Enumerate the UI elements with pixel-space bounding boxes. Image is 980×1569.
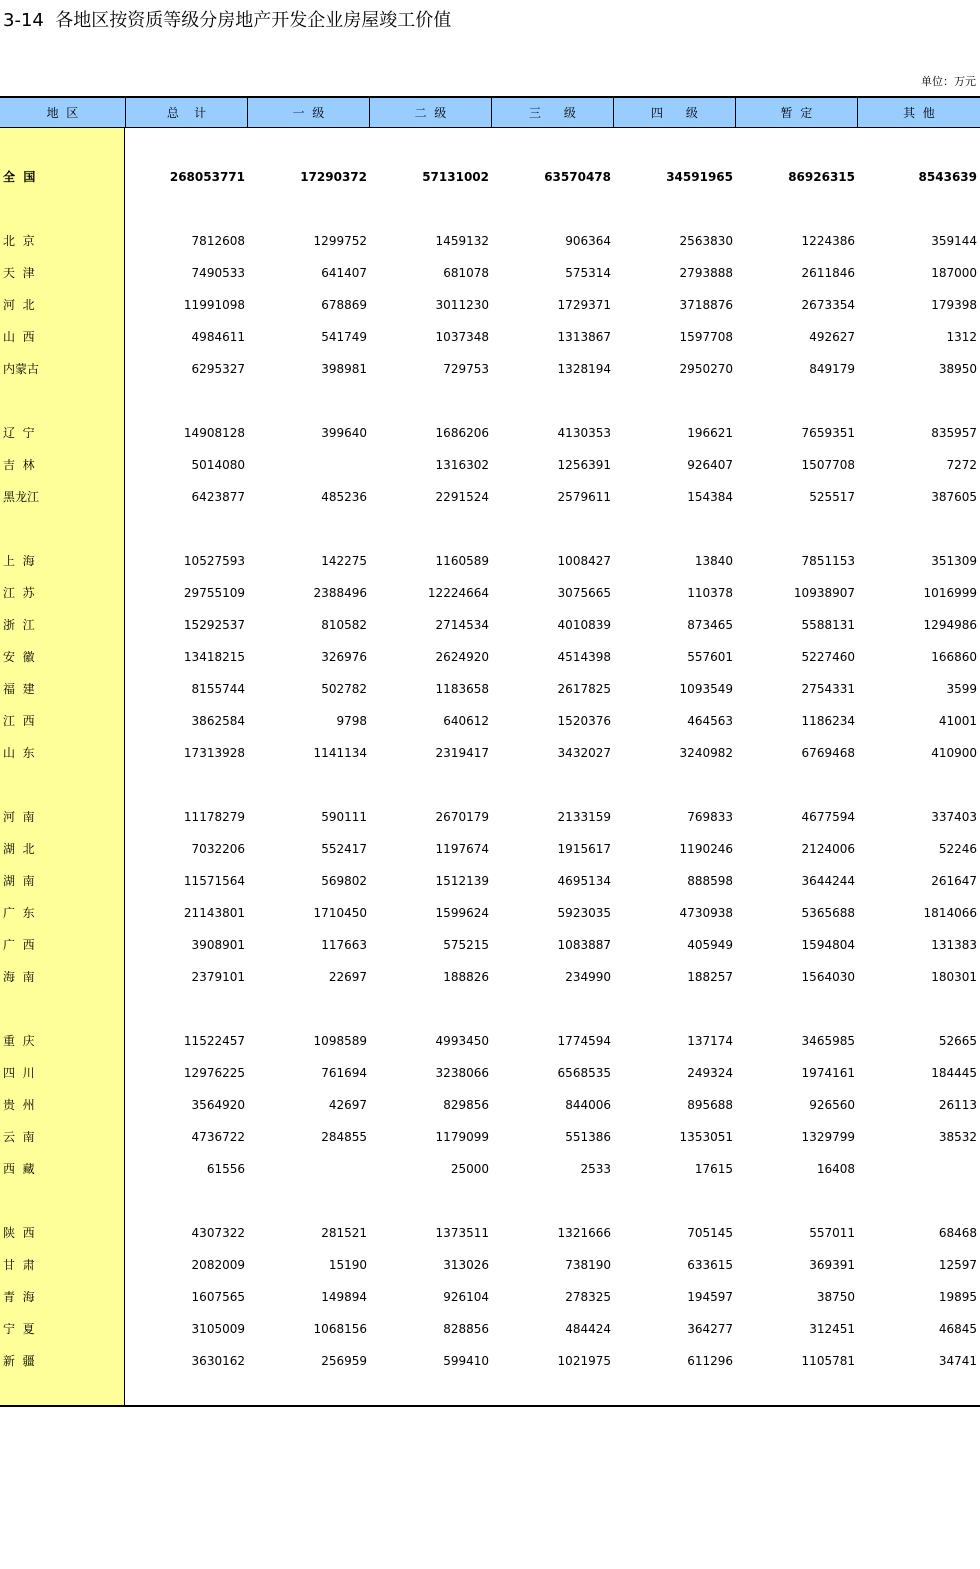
value-cell: 278325 <box>565 1290 611 1304</box>
value-cell: 21143801 <box>183 906 245 920</box>
value-cell: 5588131 <box>801 618 855 632</box>
value-cell: 2624920 <box>435 650 489 664</box>
value-cell: 1459132 <box>435 234 489 248</box>
table-row <box>0 679 980 699</box>
value-cell: 2611846 <box>801 266 855 280</box>
value-cell: 2754331 <box>801 682 855 696</box>
table-row <box>0 871 980 891</box>
value-cell: 1915617 <box>557 842 611 856</box>
value-cell: 142275 <box>321 554 367 568</box>
table-bottom-border <box>0 1405 980 1407</box>
table-row <box>0 487 980 507</box>
value-cell: 2670179 <box>435 810 489 824</box>
value-cell: 405949 <box>687 938 733 952</box>
table-row <box>0 263 980 283</box>
region-name: 新 疆 <box>3 1354 35 1368</box>
region-name: 吉 林 <box>3 458 35 472</box>
value-cell: 810582 <box>321 618 367 632</box>
value-cell: 194597 <box>687 1290 733 1304</box>
value-cell: 926560 <box>809 1098 855 1112</box>
value-cell: 26113 <box>938 1098 977 1112</box>
region-name: 黑龙江 <box>3 490 40 504</box>
value-cell: 3240982 <box>679 746 733 760</box>
value-cell: 313026 <box>443 1258 489 1272</box>
value-cell: 351309 <box>931 554 977 568</box>
value-cell: 268053771 <box>169 170 245 184</box>
value-cell: 4677594 <box>801 810 855 824</box>
value-cell: 6295327 <box>191 362 245 376</box>
value-cell: 261647 <box>931 874 977 888</box>
header-provisional: 暂 定 <box>735 98 857 128</box>
value-cell: 2379101 <box>191 970 245 984</box>
region-name: 贵 州 <box>3 1098 35 1112</box>
region-name: 辽 宁 <box>3 426 35 440</box>
value-cell: 1814066 <box>923 906 977 920</box>
value-cell: 3105009 <box>191 1322 245 1336</box>
header-grade-1: 一 级 <box>247 98 369 128</box>
value-cell: 3599 <box>946 682 977 696</box>
value-cell: 16408 <box>816 1162 855 1176</box>
value-cell: 2579611 <box>557 490 611 504</box>
value-cell: 569802 <box>321 874 367 888</box>
value-cell: 4514398 <box>557 650 611 664</box>
value-cell: 25000 <box>450 1162 489 1176</box>
table-row <box>0 743 980 763</box>
value-cell: 729753 <box>443 362 489 376</box>
value-cell: 4730938 <box>679 906 733 920</box>
unit-label: 单位：万元 <box>921 75 976 88</box>
region-name: 宁 夏 <box>3 1322 35 1336</box>
value-cell: 4307322 <box>191 1226 245 1240</box>
value-cell: 312451 <box>809 1322 855 1336</box>
value-cell: 13840 <box>694 554 733 568</box>
value-cell: 359144 <box>931 234 977 248</box>
region-name: 陕 西 <box>3 1226 35 1240</box>
value-cell: 7272 <box>946 458 977 472</box>
value-cell: 398981 <box>321 362 367 376</box>
region-name: 上 海 <box>3 554 35 568</box>
value-cell: 57131002 <box>422 170 489 184</box>
value-cell: 3465985 <box>801 1034 855 1048</box>
page-title: 3-14 各地区按资质等级分房地产开发企业房屋竣工价值 <box>3 10 452 31</box>
value-cell: 46845 <box>938 1322 977 1336</box>
value-cell: 2082009 <box>191 1258 245 1272</box>
value-cell: 1329799 <box>801 1130 855 1144</box>
value-cell: 399640 <box>321 426 367 440</box>
value-cell: 1607565 <box>191 1290 245 1304</box>
value-cell: 281521 <box>321 1226 367 1240</box>
value-cell: 1328194 <box>557 362 611 376</box>
value-cell: 17313928 <box>183 746 245 760</box>
value-cell: 926407 <box>687 458 733 472</box>
value-cell: 551386 <box>565 1130 611 1144</box>
value-cell: 1353051 <box>679 1130 733 1144</box>
value-cell: 2950270 <box>679 362 733 376</box>
region-name: 云 南 <box>3 1130 35 1144</box>
value-cell: 1710450 <box>313 906 367 920</box>
value-cell: 681078 <box>443 266 489 280</box>
value-cell: 1564030 <box>801 970 855 984</box>
value-cell: 1037348 <box>435 330 489 344</box>
value-cell: 337403 <box>931 810 977 824</box>
value-cell: 52665 <box>938 1034 977 1048</box>
value-cell: 29755109 <box>183 586 245 600</box>
table-row <box>0 583 980 603</box>
value-cell: 12597 <box>938 1258 977 1272</box>
value-cell: 11178279 <box>183 810 245 824</box>
value-cell: 11522457 <box>183 1034 245 1048</box>
value-cell: 2714534 <box>435 618 489 632</box>
value-cell: 17290372 <box>300 170 367 184</box>
table-row <box>0 1063 980 1083</box>
value-cell: 179398 <box>931 298 977 312</box>
table-row <box>0 1127 980 1147</box>
region-name: 福 建 <box>3 682 35 696</box>
value-cell: 464563 <box>687 714 733 728</box>
value-cell: 3432027 <box>557 746 611 760</box>
value-cell: 10527593 <box>183 554 245 568</box>
value-cell: 5227460 <box>801 650 855 664</box>
value-cell: 410900 <box>931 746 977 760</box>
value-cell: 184445 <box>931 1066 977 1080</box>
value-cell: 154384 <box>687 490 733 504</box>
region-name: 青 海 <box>3 1290 35 1304</box>
value-cell: 8155744 <box>191 682 245 696</box>
value-cell: 1016999 <box>923 586 977 600</box>
value-cell: 131383 <box>931 938 977 952</box>
table-row <box>0 839 980 859</box>
value-cell: 502782 <box>321 682 367 696</box>
value-cell: 641407 <box>321 266 367 280</box>
value-cell: 849179 <box>809 362 855 376</box>
region-name: 四 川 <box>3 1066 35 1080</box>
value-cell: 284855 <box>321 1130 367 1144</box>
value-cell: 557601 <box>687 650 733 664</box>
value-cell: 3630162 <box>191 1354 245 1368</box>
value-cell: 256959 <box>321 1354 367 1368</box>
value-cell: 7659351 <box>801 426 855 440</box>
value-cell: 4736722 <box>191 1130 245 1144</box>
value-cell: 3718876 <box>679 298 733 312</box>
value-cell: 326976 <box>321 650 367 664</box>
header-grade-2: 二 级 <box>369 98 491 128</box>
region-name: 河 北 <box>3 298 35 312</box>
value-cell: 1224386 <box>801 234 855 248</box>
region-name: 安 徽 <box>3 650 35 664</box>
table-row <box>0 1255 980 1275</box>
value-cell: 2533 <box>580 1162 611 1176</box>
table-row <box>0 231 980 251</box>
table-row <box>0 807 980 827</box>
value-cell: 5365688 <box>801 906 855 920</box>
value-cell: 7851153 <box>801 554 855 568</box>
region-name: 天 津 <box>3 266 35 280</box>
table-row <box>0 359 980 379</box>
table-row <box>0 423 980 443</box>
value-cell: 6568535 <box>557 1066 611 1080</box>
table-row <box>0 967 980 987</box>
value-cell: 1594804 <box>801 938 855 952</box>
value-cell: 3862584 <box>191 714 245 728</box>
value-cell: 1316302 <box>435 458 489 472</box>
region-name: 江 苏 <box>3 586 35 600</box>
value-cell: 769833 <box>687 810 733 824</box>
region-name: 江 西 <box>3 714 35 728</box>
value-cell: 2673354 <box>801 298 855 312</box>
value-cell: 166860 <box>931 650 977 664</box>
region-name: 广 东 <box>3 906 35 920</box>
value-cell: 5014080 <box>191 458 245 472</box>
value-cell: 38750 <box>816 1290 855 1304</box>
value-cell: 3238066 <box>435 1066 489 1080</box>
region-name: 浙 江 <box>3 618 35 632</box>
value-cell: 640612 <box>443 714 489 728</box>
national-total-row <box>0 167 980 187</box>
value-cell: 4695134 <box>557 874 611 888</box>
value-cell: 387605 <box>931 490 977 504</box>
table-row <box>0 455 980 475</box>
header-grade-4: 四 级 <box>613 98 735 128</box>
value-cell: 835957 <box>931 426 977 440</box>
header-grade-3: 三 级 <box>491 98 613 128</box>
value-cell: 1312 <box>946 330 977 344</box>
value-cell: 3075665 <box>557 586 611 600</box>
region-name: 河 南 <box>3 810 35 824</box>
value-cell: 11571564 <box>183 874 245 888</box>
value-cell: 829856 <box>443 1098 489 1112</box>
value-cell: 7812608 <box>191 234 245 248</box>
value-cell: 6423877 <box>191 490 245 504</box>
value-cell: 41001 <box>938 714 977 728</box>
region-name: 山 西 <box>3 330 35 344</box>
value-cell: 180301 <box>931 970 977 984</box>
table-row <box>0 1287 980 1307</box>
value-cell: 599410 <box>443 1354 489 1368</box>
value-cell: 525517 <box>809 490 855 504</box>
value-cell: 1141134 <box>313 746 367 760</box>
value-cell: 738190 <box>565 1258 611 1272</box>
value-cell: 15292537 <box>183 618 245 632</box>
value-cell: 117663 <box>321 938 367 952</box>
table-row <box>0 1095 980 1115</box>
value-cell: 15190 <box>328 1258 367 1272</box>
region-name: 重 庆 <box>3 1034 35 1048</box>
value-cell: 2793888 <box>679 266 733 280</box>
value-cell: 1507708 <box>801 458 855 472</box>
value-cell: 3908901 <box>191 938 245 952</box>
value-cell: 68468 <box>938 1226 977 1240</box>
value-cell: 149894 <box>321 1290 367 1304</box>
value-cell: 1190246 <box>679 842 733 856</box>
value-cell: 828856 <box>443 1322 489 1336</box>
region-name: 山 东 <box>3 746 35 760</box>
value-cell: 187000 <box>931 266 977 280</box>
value-cell: 2563830 <box>679 234 733 248</box>
region-name: 全 国 <box>3 170 36 184</box>
value-cell: 1599624 <box>435 906 489 920</box>
value-cell: 249324 <box>687 1066 733 1080</box>
value-cell: 63570478 <box>544 170 611 184</box>
value-cell: 4993450 <box>435 1034 489 1048</box>
value-cell: 541749 <box>321 330 367 344</box>
value-cell: 1021975 <box>557 1354 611 1368</box>
value-cell: 485236 <box>321 490 367 504</box>
value-cell: 10938907 <box>793 586 855 600</box>
value-cell: 2291524 <box>435 490 489 504</box>
value-cell: 1974161 <box>801 1066 855 1080</box>
value-cell: 9798 <box>336 714 367 728</box>
value-cell: 7032206 <box>191 842 245 856</box>
value-cell: 552417 <box>321 842 367 856</box>
value-cell: 38532 <box>938 1130 977 1144</box>
table-row <box>0 935 980 955</box>
value-cell: 3564920 <box>191 1098 245 1112</box>
region-name: 广 西 <box>3 938 35 952</box>
value-cell: 1512139 <box>435 874 489 888</box>
value-cell: 1373511 <box>435 1226 489 1240</box>
value-cell: 12224664 <box>427 586 489 600</box>
value-cell: 678869 <box>321 298 367 312</box>
value-cell: 234990 <box>565 970 611 984</box>
value-cell: 633615 <box>687 1258 733 1272</box>
value-cell: 19895 <box>938 1290 977 1304</box>
value-cell: 1299752 <box>313 234 367 248</box>
table-header <box>0 96 980 128</box>
table-row <box>0 711 980 731</box>
value-cell: 14908128 <box>183 426 245 440</box>
value-cell: 22697 <box>328 970 367 984</box>
value-cell: 1160589 <box>435 554 489 568</box>
region-name: 海 南 <box>3 970 35 984</box>
value-cell: 4010839 <box>557 618 611 632</box>
region-name: 湖 北 <box>3 842 35 856</box>
value-cell: 369391 <box>809 1258 855 1272</box>
value-cell: 34591965 <box>666 170 733 184</box>
value-cell: 5923035 <box>557 906 611 920</box>
header-region: 地 区 <box>46 106 79 120</box>
value-cell: 705145 <box>687 1226 733 1240</box>
value-cell: 611296 <box>687 1354 733 1368</box>
value-cell: 926104 <box>443 1290 489 1304</box>
value-cell: 38950 <box>938 362 977 376</box>
value-cell: 110378 <box>687 586 733 600</box>
value-cell: 1256391 <box>557 458 611 472</box>
value-cell: 364277 <box>687 1322 733 1336</box>
value-cell: 196621 <box>687 426 733 440</box>
table-row <box>0 295 980 315</box>
table-row <box>0 1351 980 1371</box>
value-cell: 52246 <box>938 842 977 856</box>
table-row <box>0 647 980 667</box>
value-cell: 4984611 <box>191 330 245 344</box>
value-cell: 1105781 <box>801 1354 855 1368</box>
value-cell: 873465 <box>687 618 733 632</box>
value-cell: 2319417 <box>435 746 489 760</box>
value-cell: 188826 <box>443 970 489 984</box>
value-cell: 86926315 <box>788 170 855 184</box>
value-cell: 1294986 <box>923 618 977 632</box>
value-cell: 1197674 <box>435 842 489 856</box>
region-name: 西 藏 <box>3 1162 35 1176</box>
value-cell: 1068156 <box>313 1322 367 1336</box>
value-cell: 484424 <box>565 1322 611 1336</box>
value-cell: 13418215 <box>183 650 245 664</box>
value-cell: 1321666 <box>557 1226 611 1240</box>
table-row <box>0 1223 980 1243</box>
value-cell: 761694 <box>321 1066 367 1080</box>
value-cell: 3644244 <box>801 874 855 888</box>
value-cell: 34741 <box>938 1354 977 1368</box>
value-cell: 895688 <box>687 1098 733 1112</box>
table-row <box>0 903 980 923</box>
table-row <box>0 615 980 635</box>
region-name: 北 京 <box>3 234 35 248</box>
region-column-background <box>0 128 125 1406</box>
value-cell: 7490533 <box>191 266 245 280</box>
value-cell: 1183658 <box>435 682 489 696</box>
value-cell: 590111 <box>321 810 367 824</box>
value-cell: 1686206 <box>435 426 489 440</box>
table-row <box>0 1159 980 1179</box>
table-row <box>0 327 980 347</box>
value-cell: 888598 <box>687 874 733 888</box>
value-cell: 575215 <box>443 938 489 952</box>
value-cell: 61556 <box>206 1162 245 1176</box>
value-cell: 188257 <box>687 970 733 984</box>
value-cell: 1098589 <box>313 1034 367 1048</box>
value-cell: 2124006 <box>801 842 855 856</box>
value-cell: 1774594 <box>557 1034 611 1048</box>
value-cell: 1729371 <box>557 298 611 312</box>
value-cell: 1179099 <box>435 1130 489 1144</box>
value-cell: 8543639 <box>918 170 977 184</box>
table-row <box>0 1031 980 1051</box>
value-cell: 557011 <box>809 1226 855 1240</box>
region-name: 湖 南 <box>3 874 35 888</box>
value-cell: 844006 <box>565 1098 611 1112</box>
header-other: 其 他 <box>857 98 980 128</box>
value-cell: 4130353 <box>557 426 611 440</box>
value-cell: 2617825 <box>557 682 611 696</box>
region-name: 甘 肃 <box>3 1258 35 1272</box>
region-name: 内蒙古 <box>3 362 40 376</box>
value-cell: 575314 <box>565 266 611 280</box>
value-cell: 1313867 <box>557 330 611 344</box>
value-cell: 42697 <box>328 1098 367 1112</box>
value-cell: 6769468 <box>801 746 855 760</box>
value-cell: 1520376 <box>557 714 611 728</box>
value-cell: 1186234 <box>801 714 855 728</box>
value-cell: 2388496 <box>313 586 367 600</box>
value-cell: 1008427 <box>557 554 611 568</box>
value-cell: 137174 <box>687 1034 733 1048</box>
header-total: 总 计 <box>125 98 247 128</box>
table-row <box>0 1319 980 1339</box>
value-cell: 17615 <box>694 1162 733 1176</box>
value-cell: 11991098 <box>183 298 245 312</box>
value-cell: 1093549 <box>679 682 733 696</box>
value-cell: 12976225 <box>183 1066 245 1080</box>
table-row <box>0 551 980 571</box>
value-cell: 492627 <box>809 330 855 344</box>
value-cell: 1083887 <box>557 938 611 952</box>
value-cell: 2133159 <box>557 810 611 824</box>
value-cell: 1597708 <box>679 330 733 344</box>
value-cell: 3011230 <box>435 298 489 312</box>
value-cell: 906364 <box>565 234 611 248</box>
